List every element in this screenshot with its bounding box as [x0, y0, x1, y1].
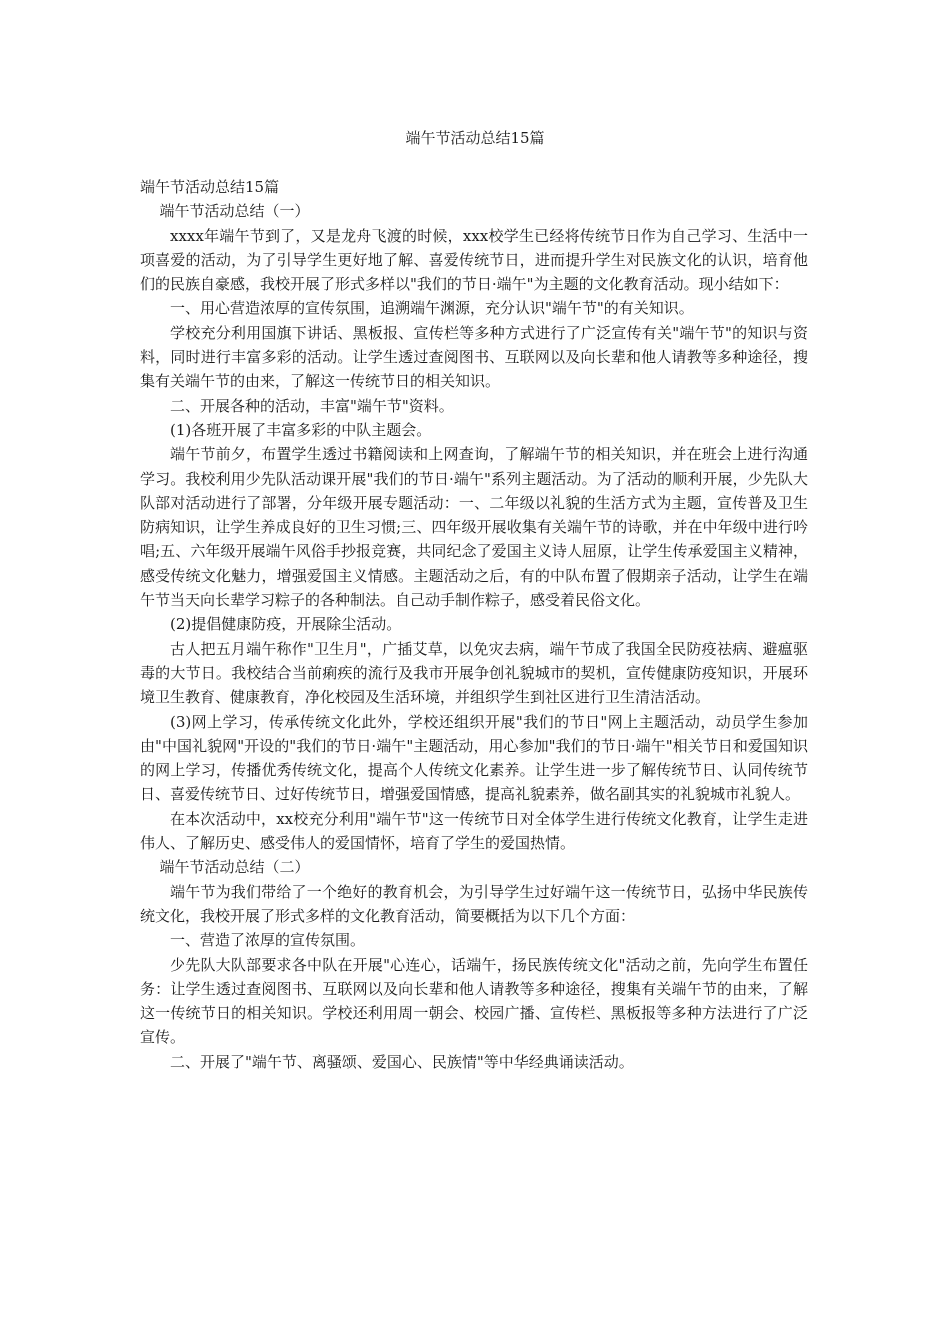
paragraph: 端午节为我们带给了一个绝好的教育机会，为引导学生过好端午这一传统节日，弘扬中华民族传统文化，我校开展了形式多样的文化教育活动，简要概括为以下几个方面： [140, 882, 808, 925]
paragraph: 二、开展了"端午节、离骚颂、爱国心、民族情"等中华经典诵读活动。 [170, 1052, 634, 1071]
paragraph: (1)各班开展了丰富多彩的中队主题会。 [170, 420, 432, 439]
paragraph: xxxx年端午节到了，又是龙舟飞渡的时候，xxx校学生已经将传统节日作为自己学习、生活中一项喜爱的活动，为了引导学生更好地了解、喜爱传统节日，进而提升学生对民族文化的认识，培育他们的民族自豪感，我校开展了形式多样以"我们的节日·端午"为主题的文化教育活动。现小结如下： [140, 226, 808, 294]
document-title: 端午节活动总结15篇 [405, 129, 545, 147]
paragraph: 古人把五月端午称作"卫生月"，广插艾草，以免灾去病，端午节成了我国全民防疫祛病、避瘟驱毒的大节日。我校结合当前痢疾的流行及我市开展争创礼貌城市的契机，宣传健康防疫知识，开展环境卫生教育、健康教育，净化校园及生活环境，并组织学生到社区进行卫生清洁活动。 [140, 639, 808, 707]
section-heading: 端午节活动总结（一） [159, 202, 310, 221]
paragraph: 端午节前夕，布置学生透过书籍阅读和上网查询，了解端午节的相关知识，并在班会上进行沟通学习。我校利用少先队活动课开展"我们的节日·端午"系列主题活动。为了活动的顺利开展，少先队大队部对活动进行了部署，分年级开展专题活动：一、二年级以礼貌的生活方式为主题，宣传普及卫生防病知识，让学生养成良好的卫生习惯;三、四年级开展收集有关端午节的诗歌，并在中年级中进行吟唱;五、六年级开展端午风俗手抄报竞赛，共同纪念了爱国主义诗人屈原，让学生传承爱国主义精神，感受传统文化魅力，增强爱国主义情感。主题活动之后，有的中队布置了假期亲子活动，让学生在端午节当天向长辈学习粽子的各种制法。自己动手制作粽子，感受着民俗文化。 [140, 445, 808, 610]
paragraph: 在本次活动中，xx校充分利用"端午节"这一传统节日对全体学生进行传统文化教育，让学生走进伟人、了解历史、感受伟人的爱国情怀，培育了学生的爱国热情。 [140, 809, 808, 853]
paragraph: (2)提倡健康防疫，开展除尘活动。 [170, 615, 402, 634]
body-title: 端午节活动总结15篇 [140, 178, 280, 196]
paragraph: 一、用心营造浓厚的宣传氛围，追溯端午渊源，充分认识"端午节"的有关知识。 [170, 299, 694, 318]
section-heading: 端午节活动总结（二） [159, 858, 310, 877]
paragraph: 少先队大队部要求各中队在开展"心连心，话端午，扬民族传统文化"活动之前，先向学生布置任务：让学生透过查阅图书、互联网以及向长辈和他人请教等多种途径，搜集有关端午节的由来，了解这一传统节日的相关知识。学校还利用周一朝会、校园广播、宣传栏、黑板报等多种方法进行了广泛宣传。 [140, 955, 808, 1047]
paragraph: 二、开展各种的活动，丰富"端午节"资料。 [170, 396, 454, 415]
paragraph: (3)网上学习，传承传统文化此外，学校还组织开展"我们的节日"网上主题活动，动员学生参加由"中国礼貌网"开设的"我们的节日·端午"主题活动，用心参加"我们的节日·端午"相关节日和爱国知识的网上学习，传播优秀传统文化，提高个人传统文化素养。让学生进一步了解传统节日、认同传统节日、喜爱传统节日、过好传统节日，增强爱国情感，提高礼貌素养，做名副其实的礼貌城市礼貌人。 [140, 712, 808, 804]
paragraph: 学校充分利用国旗下讲话、黑板报、宣传栏等多种方式进行了广泛宣传有关"端午节"的知识与资料，同时进行丰富多彩的活动。让学生透过查阅图书、互联网以及向长辈和他人请教等多种途径，搜集有关端午节的由来，了解这一传统节日的相关知识。 [140, 323, 808, 391]
document-body [140, 175, 808, 1074]
paragraph: 一、营造了浓厚的宣传氛围。 [170, 931, 366, 950]
